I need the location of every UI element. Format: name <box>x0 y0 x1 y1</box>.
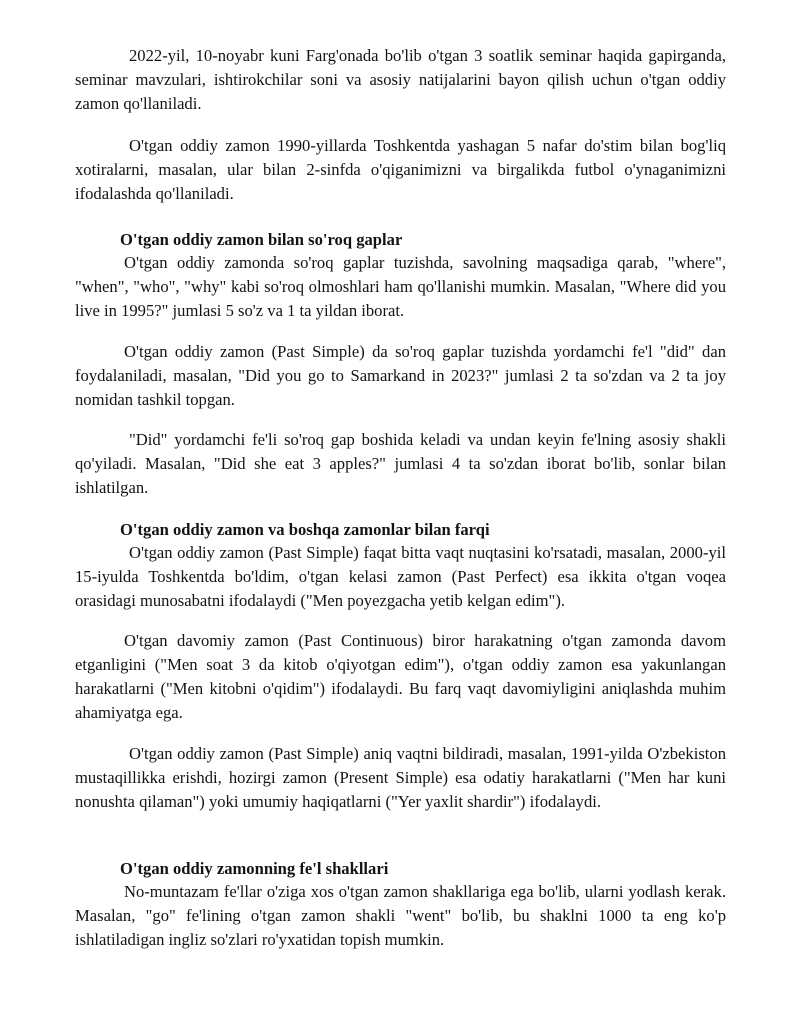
paragraph-present-simple: O'tgan oddiy zamon (Past Simple) aniq vaqtni bildiradi, masalan, 1991-yilda O'zbekiston mustaqillikka erishdi, hozirgi zamon (Present Simple) esa odatiy harakatlarni ("Men har kuni nonushta qilaman") yoki umumiy haqiqatlarni ("Yer yaxlit shardir") ifodalaydi. <box>75 744 726 811</box>
paragraph-memories: O'tgan oddiy zamon 1990-yillarda Toshkentda yashagan 5 nafar do'stim bilan bog'liq xotiralarni, masalan, ular bilan 2-sinfda o'qiganimizni va birgalikda futbol o'ynaganimizni ifodalashda qo'llaniladi. <box>75 136 726 203</box>
section-heading-questions: O'tgan oddiy zamon bilan so'roq gaplar <box>120 230 403 249</box>
section-heading-verb-forms: O'tgan oddiy zamonning fe'l shakllari <box>120 859 389 878</box>
paragraph-question-words: O'tgan oddiy zamonda so'roq gaplar tuzishda, savolning maqsadiga qarab, "where", "when", "who", "why" kabi so'roq olmoshlari ham qo'llanishi mumkin. Masalan, "Where did you live in 1995?" jumlasi 5 so'z va 1 ta yildan iborat. <box>75 253 726 320</box>
section-heading-differences: O'tgan oddiy zamon va boshqa zamonlar bilan farqi <box>120 520 490 539</box>
paragraph-irregular-verbs: No-muntazam fe'llar o'ziga xos o'tgan zamon shakllariga ega bo'lib, ularni yodlash kerak. Masalan, "go" fe'lining o'tgan zamon shakli "went" bo'lib, bu shaklni 1000 ta eng ko'p ishlatiladigan ingliz so'zlari ro'yxatidan topish mumkin. <box>75 882 726 949</box>
paragraph-past-continuous: O'tgan davomiy zamon (Past Continuous) biror harakatning o'tgan zamonda davom etganligini ("Men soat 3 da kitob o'qiyotgan edim"), o'tgan oddiy zamon esa yakunlangan harakatlarni ("Men kitobni o'qidim") ifodalaydi. Bu farq vaqt davomiyligini aniqlashda muhim ahamiyatga ega. <box>75 631 726 722</box>
paragraph-seminar: 2022-yil, 10-noyabr kuni Farg'onada bo'lib o'tgan 3 soatlik seminar haqida gapirganda, seminar mavzulari, ishtirokchilar soni va asosiy natijalarini bayon qilish uchun o'tgan oddiy zamon qo'llaniladi. <box>75 46 726 113</box>
paragraph-did-auxiliary: O'tgan oddiy zamon (Past Simple) da so'roq gaplar tuzishda yordamchi fe'l "did" dan foydalaniladi, masalan, "Did you go to Samarkand in 2023?" jumlasi 2 ta so'zdan va 2 ta joy nomidan tashkil topgan. <box>75 342 726 409</box>
paragraph-past-perfect: O'tgan oddiy zamon (Past Simple) faqat bitta vaqt nuqtasini ko'rsatadi, masalan, 2000-yil 15-iyulda Toshkentda bo'ldim, o'tgan kelasi zamon (Past Perfect) esa ikkita o'tgan voqea orasidagi munosabatni ifodalaydi ("Men poyezgacha yetib kelgan edim"). <box>75 543 726 610</box>
paragraph-did-position: "Did" yordamchi fe'li so'roq gap boshida keladi va undan keyin fe'lning asosiy shakli qo'yiladi. Masalan, "Did she eat 3 apples?" jumlasi 4 ta so'zdan iborat bo'lib, sonlar bilan ishlatilgan. <box>75 430 726 497</box>
